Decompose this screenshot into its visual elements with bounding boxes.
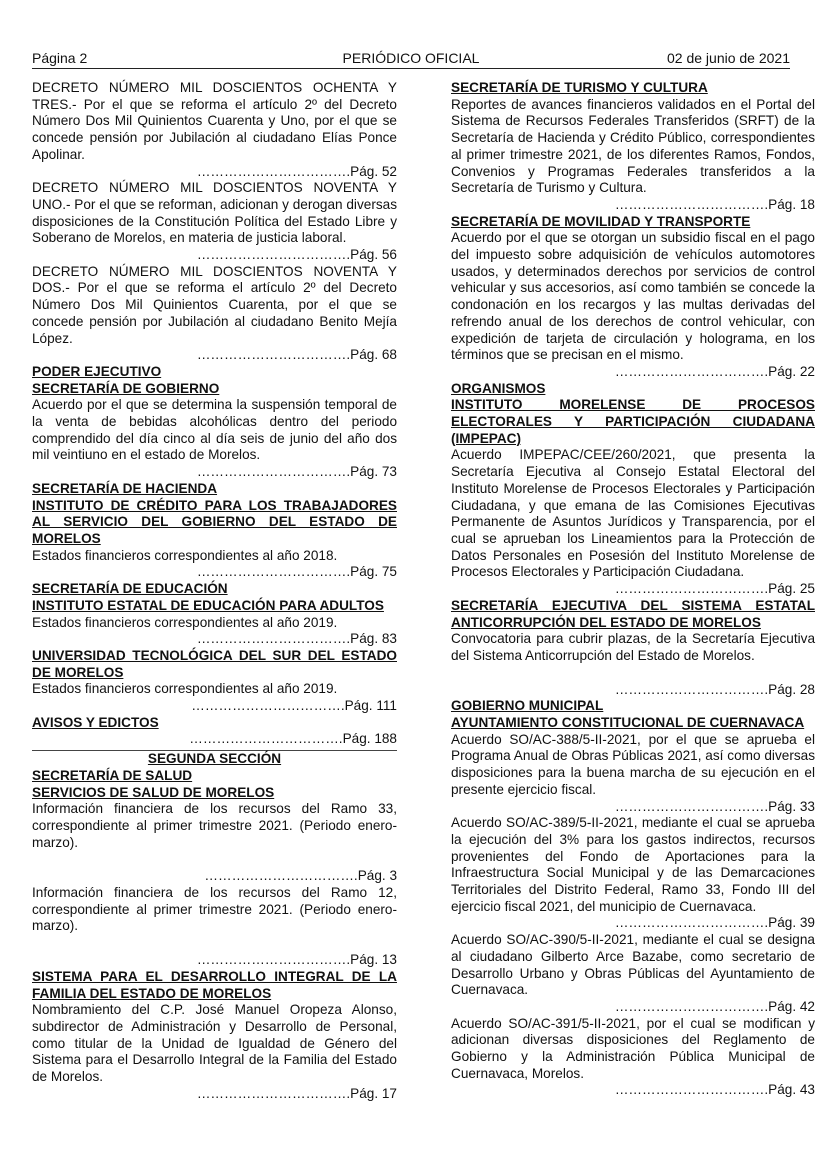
entry-page-ref: …………………………….Pág. 22 [614, 363, 815, 379]
entry-text: Acuerdo por el que se otorgan un subsidio fiscal en el pago del impuesto sobre adquisición de vehículos automotores usados, y determinados derechos por servicios de control vehicular y sus accesorios, así como también se concede la condonación en los recargos y las multas derivadas del refrendo anual de los derechos de control vehicular, con expedición de tarjeta de circulación y holograma, en los términos que se precisan en el mismo. [451, 230, 815, 363]
entry-text: Acuerdo SO/AC-390/5-II-2021, mediante el cual se designa al ciudadano Gilberto Arce Bazabe, como secretario de Desarrollo Urbano y Obras Públicas del Ayuntamiento de Cuernavaca. [451, 932, 815, 998]
section-heading: SECRETARÍA DE GOBIERNO [32, 380, 220, 396]
entry-text: Estados financieros correspondientes al año 2019. [32, 614, 338, 630]
entry-page-ref: …………………………….Pág. 18 [614, 196, 815, 212]
section-heading: SECRETARÍA DE TURISMO Y CULTURA [451, 80, 708, 95]
entry-page-ref: …………………………….Pág. 42 [614, 998, 815, 1014]
entry-page-ref: …………………………….Pág. 83 [196, 631, 397, 647]
left-column [32, 80, 397, 1102]
entry-text: Información financiera de los recursos del Ramo 33, correspondiente al primer trimestre 2021. (Periodo enero-marzo). [32, 801, 397, 850]
page-number: Página 2 [32, 50, 88, 66]
section-heading: AYUNTAMIENTO CONSTITUCIONAL DE CUERNAVACA [451, 715, 805, 731]
page-header [32, 50, 790, 69]
publication-date: 02 de junio de 2021 [667, 50, 790, 66]
section-heading: SECRETARÍA DE EDUCACIÓN [32, 581, 228, 597]
entry-text: Acuerdo SO/AC-391/5-II-2021, por el cual se modifican y adicionan diversas disposiciones del Reglamento de Gobierno y la Administración Pública Municipal de Cuernavaca, Morelos. [451, 1015, 815, 1081]
entry-text: Acuerdo IMPEPAC/CEE/260/2021, que presenta la Secretaría Ejecutiva al Consejo Estatal Electoral del Instituto Morelense de Procesos Electorales y Participación Ciudadana, y que emana de las Comisiones Ejecutivas Permanente de Asuntos Jurídicos y Transparencia, por el cual se aprueban los Lineamientos para la Protección de Datos Personales en Posesión del Instituto Morelense de Procesos Electorales y Participación Ciudadana. [451, 447, 815, 580]
entry-page-ref: …………………………….Pág. 52 [196, 163, 397, 179]
entry-page-ref: …………………………….Pág. 68 [196, 347, 397, 363]
entry-page-ref: …………………………….Pág. 33 [614, 798, 815, 814]
entry-page-ref: …………………………….Pág. 13 [196, 952, 397, 968]
entry-page-ref: …………………………….Pág. 111 [191, 698, 397, 714]
entry-text: Nombramiento del C.P. José Manuel Oropeza Alonso, subdirector de Administración y Desarrollo de Personal, como titular de la Unidad de Igualdad de Género del Sistema para el Desarrollo Integral de la Familia del Estado de Morelos. [32, 1002, 397, 1085]
entry-page-ref: …………………………….Pág. 73 [196, 464, 397, 480]
section-heading: AVISOS Y EDICTOS [32, 714, 159, 730]
entry-text: Estados financieros correspondientes al año 2019. [32, 681, 338, 697]
section-heading: SECRETARÍA EJECUTIVA DEL SISTEMA ESTATAL ANTICORRUPCIÓN DEL ESTADO DE MORELOS [451, 597, 815, 630]
section-heading: SECRETARÍA DE HACIENDA [32, 480, 218, 496]
entry-page-ref: …………………………….Pág. 39 [614, 915, 815, 931]
publication-title: PERIÓDICO OFICIAL [342, 50, 480, 66]
section-heading: SERVICIOS DE SALUD DE MORELOS [32, 784, 275, 800]
section-heading: INSTITUTO MORELENSE DE PROCESOS ELECTORALES Y PARTICIPACIÓN CIUDADANA (IMPEPAC) [451, 397, 815, 446]
entry-text: DECRETO NÚMERO MIL DOSCIENTOS OCHENTA Y TRES.- Por el que se reforma el artículo 2º del Decreto Número Dos Mil Quinientos Cuarenta y Uno, por el que se concede pensión por Jubilación al ciudadano Elías Ponce Apolinar. [32, 80, 397, 162]
section-heading: INSTITUTO DE CRÉDITO PARA LOS TRABAJADORES AL SERVICIO DEL GOBIERNO DEL ESTADO DE MORELOS [32, 497, 397, 546]
entry-text: Acuerdo SO/AC-388/5-II-2021, por el que se aprueba el Programa Anual de Obras Públicas 2021, así como diversas disposiciones para la buena marcha de su ejecución en el presente ejercicio fiscal. [451, 731, 815, 797]
entry-page-ref: …………………………….Pág. 17 [196, 1085, 397, 1101]
entry-text: Reportes de avances financieros validados en el Portal del Sistema de Recursos Federales Transferidos (SRFT) de la Secretaría de Hacienda y Crédito Público, correspondientes al primer trimestre 2021, de los diferentes Ramos, Fondos, Convenios y Programas Federales transferidos a la Secretaría de Turismo y Cultura. [451, 96, 815, 196]
entry-page-ref: …………………………….Pág. 188 [189, 731, 397, 747]
section-heading: ORGANISMOS [451, 380, 546, 396]
entry-text: Información financiera de los recursos del Ramo 12, correspondiente al primer trimestre 2021. (Periodo enero-marzo). [32, 885, 397, 934]
entry-text: Estados financieros correspondientes al año 2018. [32, 547, 338, 563]
section-heading: UNIVERSIDAD TECNOLÓGICA DEL SUR DEL ESTADO DE MORELOS [32, 647, 397, 680]
section-heading: SECRETARÍA DE SALUD [32, 767, 193, 783]
section-heading: GOBIERNO MUNICIPAL [451, 698, 604, 714]
entry-page-ref: …………………………….Pág. 25 [614, 581, 815, 597]
entry-text: DECRETO NÚMERO MIL DOSCIENTOS NOVENTA Y DOS.- Por el que se reforma el artículo 2º del Decreto Número Dos Mil Quinientos Cuarenta, por el que se concede pensión por Jubilación al ciudadano Benito Mejía López. [32, 263, 397, 346]
entry-page-ref: …………………………….Pág. 75 [196, 564, 397, 580]
section-heading: PODER EJECUTIVO [32, 363, 162, 379]
section-heading: SECRETARÍA DE MOVILIDAD Y TRANSPORTE [451, 213, 751, 229]
entry-text: Convocatoria para cubrir plazas, de la Secretaría Ejecutiva del Sistema Anticorrupción del Estado de Morelos. [451, 631, 815, 663]
entry-text: Acuerdo SO/AC-389/5-II-2021, mediante el cual se aprueba la ejecución del 3% para los gastos indirectos, recursos provenientes del Fondo de Aportaciones para la Infraestructura Social Municipal y de las Demarcaciones Territoriales del Distrito Federal, Ramo 33, Fondo III del ejercicio fiscal 2021, del municipio de Cuernavaca. [451, 815, 815, 914]
entry-page-ref: …………………………….Pág. 28 [614, 681, 815, 697]
section-heading: INSTITUTO ESTATAL DE EDUCACIÓN PARA ADULTOS [32, 597, 384, 613]
section-heading: SISTEMA PARA EL DESARROLLO INTEGRAL DE LA FAMILIA DEL ESTADO DE MORELOS [32, 968, 397, 1001]
entry-text: DECRETO NÚMERO MIL DOSCIENTOS NOVENTA Y UNO.- Por el que se reforman, adicionan y derogan diversas disposiciones de la Constitución Política del Estado Libre y Soberano de Morelos, en materia de justicia laboral. [32, 180, 397, 246]
entry-page-ref: …………………………….Pág. 3 [204, 868, 397, 884]
entry-page-ref: …………………………….Pág. 56 [196, 247, 397, 263]
section-title: SEGUNDA SECCIÓN [147, 751, 282, 767]
entry-page-ref: …………………………….Pág. 43 [614, 1082, 815, 1098]
entry-text: Acuerdo por el que se determina la suspensión temporal de la venta de bebidas alcohólicas dentro del periodo comprendido del día cinco al día seis de junio del año dos mil veintiuno en el estado de Morelos. [32, 397, 397, 463]
right-column [451, 80, 815, 1099]
